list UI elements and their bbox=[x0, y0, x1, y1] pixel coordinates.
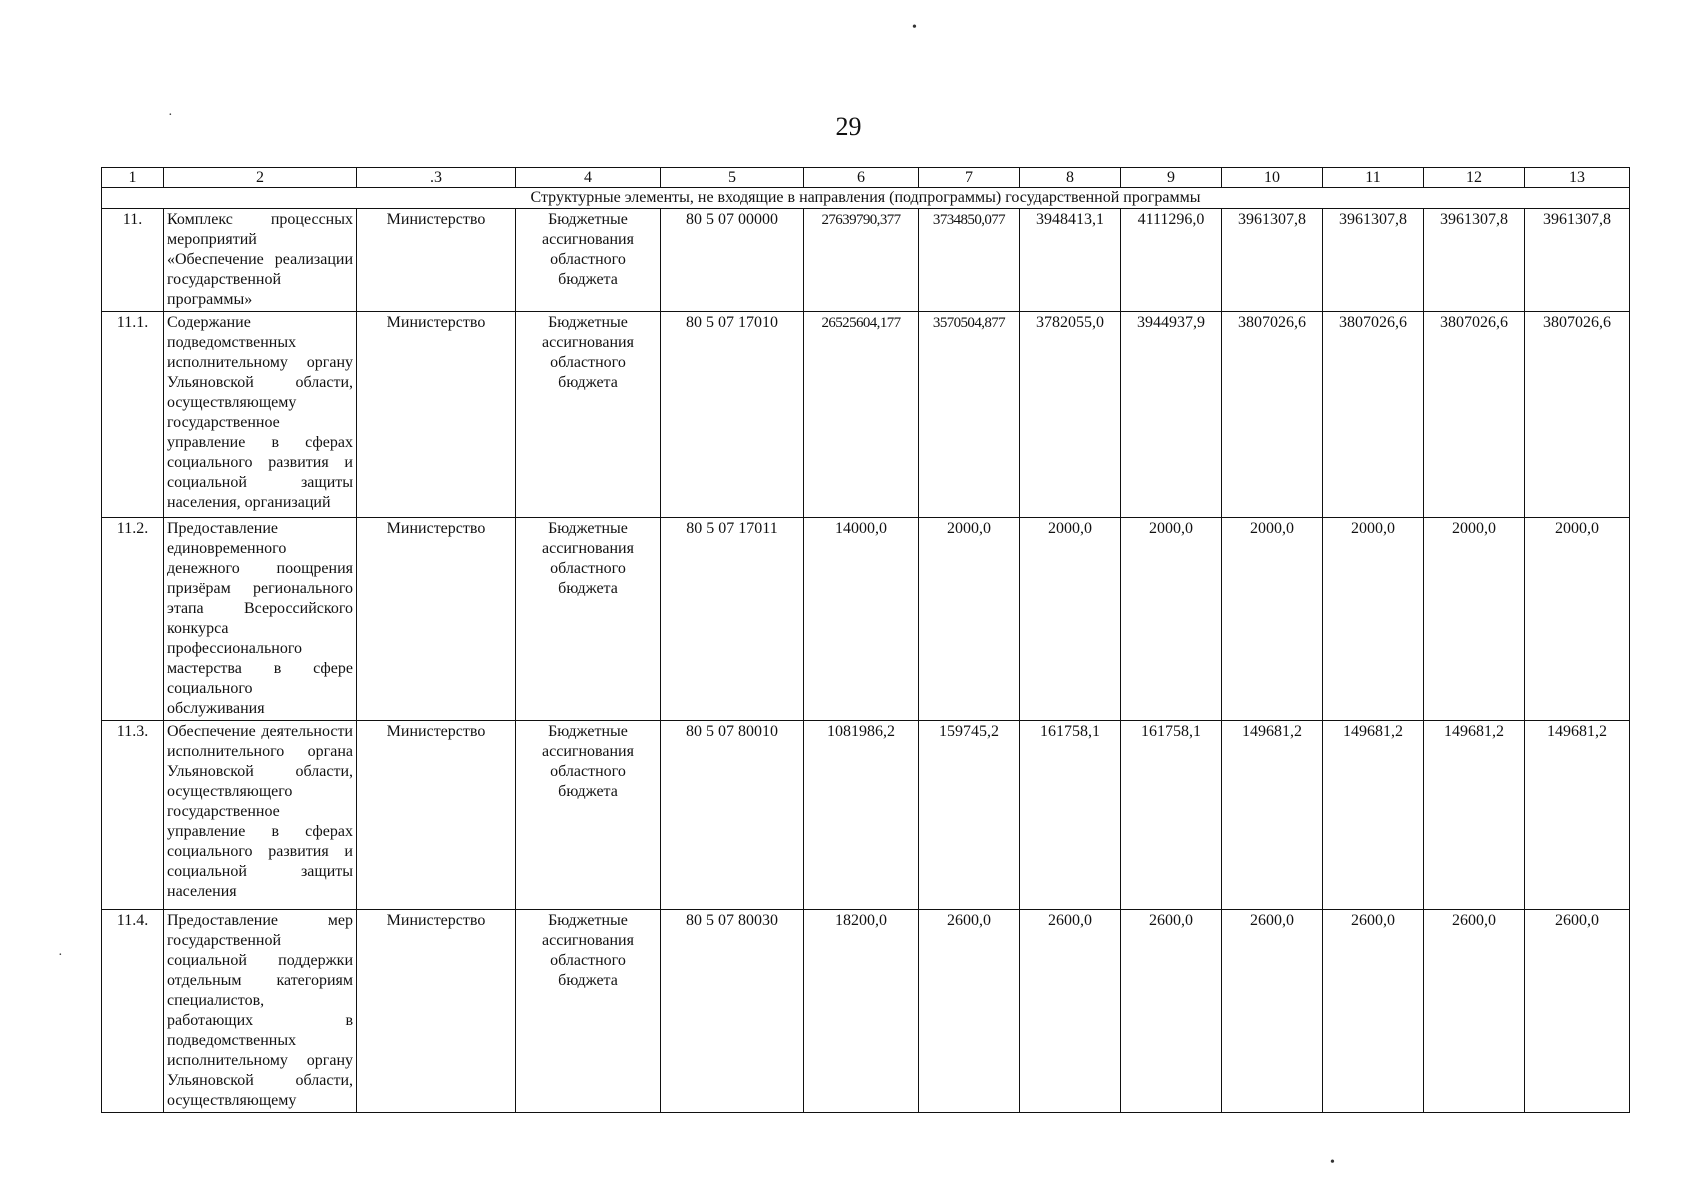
measure-name: Обеспечение деятельности исполнительного органа Ульяновской области, осуществляющего государственное управление в сферах социального развития и социальной защиты населения bbox=[164, 721, 357, 910]
scan-speck: · bbox=[58, 948, 63, 963]
column-number-12: 12 bbox=[1424, 168, 1525, 188]
value-col-11: 149681,2 bbox=[1323, 721, 1424, 910]
column-number-13: 13 bbox=[1525, 168, 1630, 188]
budget-code: 80 5 07 80030 bbox=[661, 910, 804, 1113]
budget-code: 80 5 07 80010 bbox=[661, 721, 804, 910]
section-header-row bbox=[102, 188, 1630, 209]
column-number-1: 1 bbox=[102, 168, 164, 188]
value-col-10: 3961307,8 bbox=[1222, 209, 1323, 312]
value-col-7: 2600,0 bbox=[919, 910, 1020, 1113]
value-col-9: 161758,1 bbox=[1121, 721, 1222, 910]
measure-name: Содержание подведомственных исполнительному органу Ульяновской области, осуществляющему государственное управление в сферах социального развития и социальной защиты населения, организаций bbox=[164, 312, 357, 518]
column-number-8: 8 bbox=[1020, 168, 1121, 188]
value-col-7: 2000,0 bbox=[919, 518, 1020, 721]
value-col-8: 3782055,0 bbox=[1020, 312, 1121, 518]
table-row bbox=[102, 312, 1630, 518]
responsible-executor: Министерство bbox=[357, 312, 516, 518]
value-col-10: 2600,0 bbox=[1222, 910, 1323, 1113]
measure-name: Предоставление единовременного денежного поощрения призёрам регионального этапа Всероссийского конкурса профессионального мастерства в сфере социального обслуживания bbox=[164, 518, 357, 721]
value-col-12: 2600,0 bbox=[1424, 910, 1525, 1113]
column-number-2: 2 bbox=[164, 168, 357, 188]
value-col-11: 2600,0 bbox=[1323, 910, 1424, 1113]
value-col-13: 149681,2 bbox=[1525, 721, 1630, 910]
responsible-executor: Министерство bbox=[357, 721, 516, 910]
value-col-8: 2000,0 bbox=[1020, 518, 1121, 721]
measure-name: Комплекс процессных мероприятий «Обеспечение реализации государственной программы» bbox=[164, 209, 357, 312]
value-col-8: 161758,1 bbox=[1020, 721, 1121, 910]
row-number: 11. bbox=[102, 209, 164, 312]
value-col-13: 2600,0 bbox=[1525, 910, 1630, 1113]
column-number-10: 10 bbox=[1222, 168, 1323, 188]
value-col-7: 3734850,077 bbox=[919, 209, 1020, 312]
row-number: 11.1. bbox=[102, 312, 164, 518]
column-number-7: 7 bbox=[919, 168, 1020, 188]
funding-source: Бюджетные ассигнования областного бюджета bbox=[516, 209, 661, 312]
value-col-6: 18200,0 bbox=[804, 910, 919, 1113]
value-col-12: 3807026,6 bbox=[1424, 312, 1525, 518]
funding-source: Бюджетные ассигнования областного бюджета bbox=[516, 910, 661, 1113]
responsible-executor: Министерство bbox=[357, 910, 516, 1113]
funding-source: Бюджетные ассигнования областного бюджета bbox=[516, 312, 661, 518]
funding-source: Бюджетные ассигнования областного бюджета bbox=[516, 518, 661, 721]
budget-table bbox=[101, 167, 1630, 1113]
responsible-executor: Министерство bbox=[357, 518, 516, 721]
value-col-12: 3961307,8 bbox=[1424, 209, 1525, 312]
value-col-13: 3961307,8 bbox=[1525, 209, 1630, 312]
value-col-8: 2600,0 bbox=[1020, 910, 1121, 1113]
value-col-10: 2000,0 bbox=[1222, 518, 1323, 721]
column-number-11: 11 bbox=[1323, 168, 1424, 188]
value-col-9: 2000,0 bbox=[1121, 518, 1222, 721]
scan-speck: • bbox=[1330, 1155, 1335, 1170]
budget-code: 80 5 07 17010 bbox=[661, 312, 804, 518]
column-number-9: 9 bbox=[1121, 168, 1222, 188]
value-col-11: 3807026,6 bbox=[1323, 312, 1424, 518]
scan-speck: · bbox=[168, 108, 173, 123]
value-col-12: 149681,2 bbox=[1424, 721, 1525, 910]
value-col-11: 2000,0 bbox=[1323, 518, 1424, 721]
table-row bbox=[102, 721, 1630, 910]
budget-code: 80 5 07 00000 bbox=[661, 209, 804, 312]
value-col-7: 3570504,877 bbox=[919, 312, 1020, 518]
column-number-6: 6 bbox=[804, 168, 919, 188]
table-row bbox=[102, 518, 1630, 721]
value-col-6: 14000,0 bbox=[804, 518, 919, 721]
value-col-10: 3807026,6 bbox=[1222, 312, 1323, 518]
row-number: 11.3. bbox=[102, 721, 164, 910]
value-col-11: 3961307,8 bbox=[1323, 209, 1424, 312]
column-number-header bbox=[102, 168, 1630, 188]
section-title: Структурные элементы, не входящие в направления (подпрограммы) государственной программы bbox=[102, 188, 1630, 209]
measure-name: Предоставление мер государственной социальной поддержки отдельным категориям специалистов, работающих в подведомственных исполнительному органу Ульяновской области, осуществляющему bbox=[164, 910, 357, 1113]
column-number-5: 5 bbox=[661, 168, 804, 188]
funding-source: Бюджетные ассигнования областного бюджета bbox=[516, 721, 661, 910]
table-row bbox=[102, 910, 1630, 1113]
value-col-7: 159745,2 bbox=[919, 721, 1020, 910]
responsible-executor: Министерство bbox=[357, 209, 516, 312]
row-number: 11.4. bbox=[102, 910, 164, 1113]
row-number: 11.2. bbox=[102, 518, 164, 721]
value-col-13: 3807026,6 bbox=[1525, 312, 1630, 518]
value-col-12: 2000,0 bbox=[1424, 518, 1525, 721]
table-row bbox=[102, 209, 1630, 312]
value-col-9: 4111296,0 bbox=[1121, 209, 1222, 312]
value-col-9: 3944937,9 bbox=[1121, 312, 1222, 518]
value-col-8: 3948413,1 bbox=[1020, 209, 1121, 312]
page-number: 29 bbox=[835, 112, 862, 141]
value-col-6: 27639790,377 bbox=[804, 209, 919, 312]
value-col-6: 26525604,177 bbox=[804, 312, 919, 518]
column-number-4: 4 bbox=[516, 168, 661, 188]
budget-code: 80 5 07 17011 bbox=[661, 518, 804, 721]
column-number-3: .3 bbox=[357, 168, 516, 188]
value-col-6: 1081986,2 bbox=[804, 721, 919, 910]
value-col-9: 2600,0 bbox=[1121, 910, 1222, 1113]
value-col-10: 149681,2 bbox=[1222, 721, 1323, 910]
value-col-13: 2000,0 bbox=[1525, 518, 1630, 721]
scan-speck: • bbox=[912, 20, 917, 35]
